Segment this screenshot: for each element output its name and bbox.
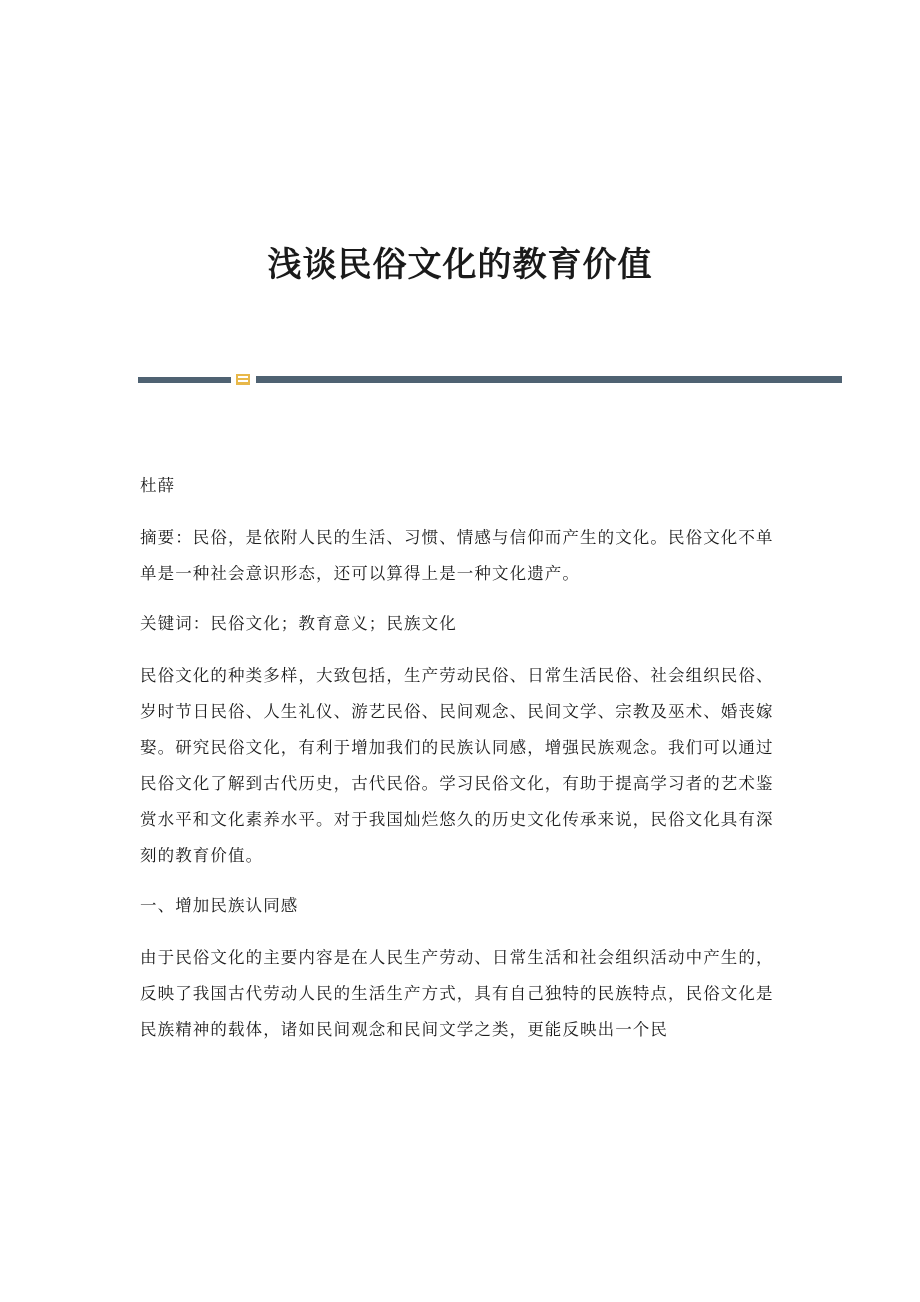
divider-right-segment <box>256 376 842 383</box>
abstract: 摘要：民俗，是依附人民的生活、习惯、情感与信仰而产生的文化。民俗文化不单单是一种社会意识形态，还可以算得上是一种文化遗产。 <box>140 528 774 583</box>
section-paragraph: 由于民俗文化的主要内容是在人民生产劳动、日常生活和社会组织活动中产生的，反映了我国古代劳动人民的生活生产方式，具有自己独特的民族特点，民俗文化是民族精神的载体，诸如民间观念和民间文学之类，更能反映出一个民 <box>140 948 774 1039</box>
divider-ornament-icon <box>236 374 250 385</box>
intro-paragraph: 民俗文化的种类多样，大致包括，生产劳动民俗、日常生活民俗、社会组织民俗、岁时节日民俗、人生礼仪、游艺民俗、民间观念、民间文学、宗教及巫术、婚丧嫁娶。研究民俗文化，有利于增加我们的民族认同感，增强民族观念。我们可以通过民俗文化了解到古代历史，古代民俗。学习民俗文化，有助于提高学习者的艺术鉴赏水平和文化素养水平。对于我国灿烂悠久的历史文化传承来说，民俗文化具有深刻的教育价值。 <box>140 666 774 865</box>
title-divider <box>138 374 842 386</box>
keywords: 关键词：民俗文化；教育意义；民族文化 <box>140 614 457 633</box>
document-body <box>140 468 780 1062</box>
document-title: 浅谈民俗文化的教育价值 <box>267 244 653 285</box>
author: 杜薛 <box>140 476 176 495</box>
section-heading: 一、增加民族认同感 <box>140 896 299 915</box>
divider-left-segment <box>138 377 231 383</box>
